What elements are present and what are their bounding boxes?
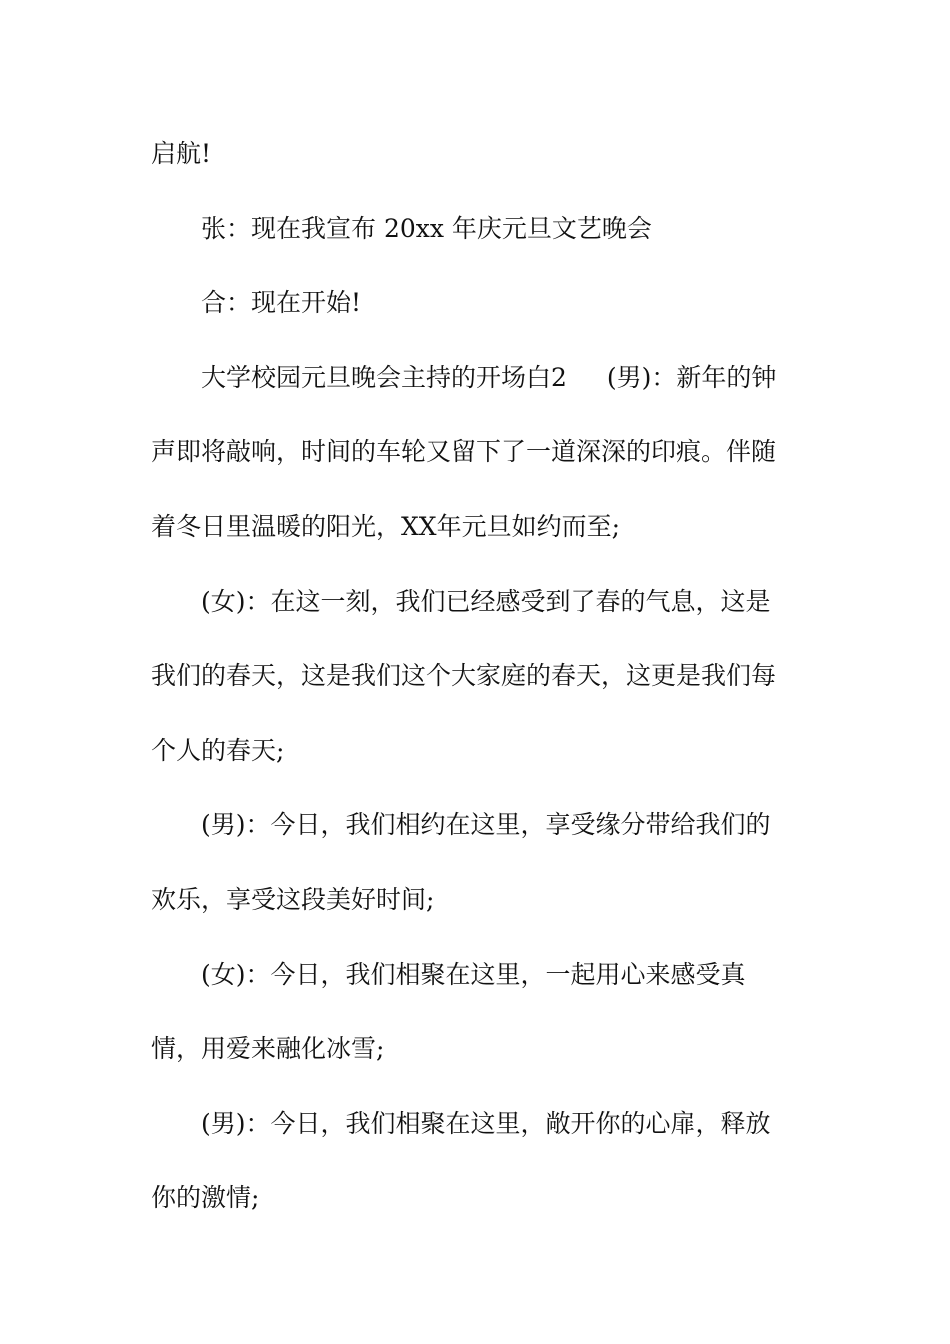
text-line-12 [151,956,811,1031]
line-text: 启航! [151,139,212,168]
line-text: 声即将敲响，时间的车轮又留下了一道深深的印痕。伴随 [151,437,777,467]
line-text: 我们的春天，这是我们这个大家庭的春天，这更是我们每 [151,661,777,691]
text-line-1 [151,135,811,210]
line-text: 情，用爱来融化冰雪; [151,1034,385,1064]
text-line-2 [151,210,811,285]
text-line-11 [151,881,811,956]
line-text: (男)：今日，我们相约在这里，享受缘分带给我们的 [201,810,771,840]
line-text: 个人的春天; [151,735,285,765]
line-text: 欢乐，享受这段美好时间; [151,884,435,914]
line-text: 你的激情; [151,1183,260,1213]
line-text: (女)：在这一刻，我们已经感受到了春的气息，这是 [201,586,771,616]
text-line-8 [151,657,811,732]
text-line-3 [151,284,811,359]
text-line-14 [151,1105,811,1180]
line-text: 合：现在开始! [201,288,362,318]
text-line-6 [151,508,811,583]
text-line-10 [151,806,811,881]
document-body [151,135,811,1254]
text-line-5 [151,433,811,508]
line-text: 张：现在我宣布 20xx 年庆元旦文艺晚会 [201,213,652,243]
text-line-7 [151,583,811,658]
text-line-9 [151,732,811,807]
line-text: (男)：今日，我们相聚在这里，敞开你的心扉，释放 [201,1108,771,1138]
text-line-15 [151,1179,811,1254]
line-text: 着冬日里温暖的阳光，XX年元旦如约而至; [151,511,621,541]
text-line-13 [151,1030,811,1105]
line-text: (女)：今日，我们相聚在这里，一起用心来感受真 [201,959,746,989]
section-heading: 大学校园元旦晚会主持的开场白2 [201,362,567,392]
line-text: (男)：新年的钟 [606,362,777,392]
text-line-4 [151,359,811,434]
